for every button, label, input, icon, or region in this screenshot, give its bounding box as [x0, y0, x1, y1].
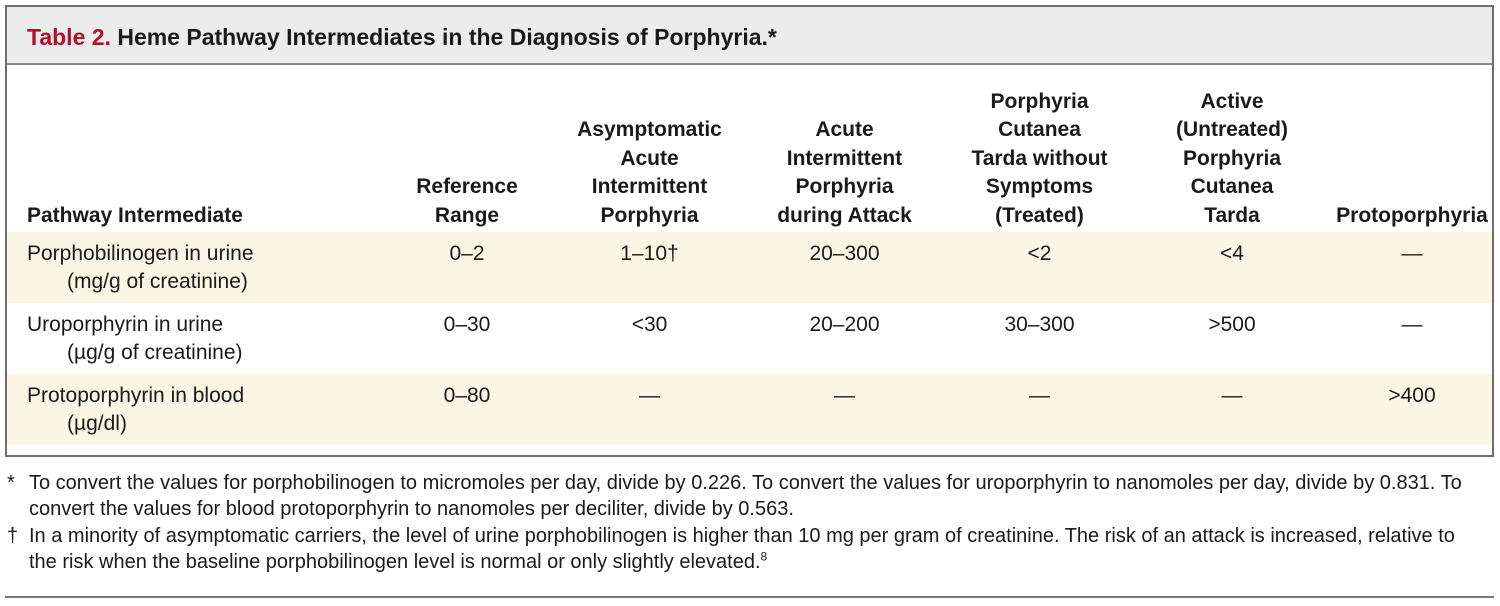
footnote	[7, 523, 1487, 575]
footnote-mark: *	[7, 472, 15, 494]
table-frame	[5, 5, 1494, 457]
table-title	[7, 7, 1492, 65]
footnote-text: In a minority of asymptomatic carriers, the level of urine porphobilinogen is higher than 10 mg per gram of creatinine. The risk of an attack is increased, relative to the risk when the baseline porphobilinogen level is normal or only slightly elevated.	[29, 525, 1455, 573]
table-row	[7, 303, 1492, 374]
footnote-mark: †	[7, 525, 19, 547]
table-row	[7, 232, 1492, 303]
table-cell: 20–200	[809, 313, 880, 336]
table-cell: >400	[1388, 384, 1436, 407]
table-cell: 0–2	[449, 242, 485, 265]
header-pct-treated: Porphyria Cutanea Tarda without Symptoms (Treated)	[971, 89, 1108, 227]
table-number: Table 2.	[27, 24, 111, 50]
reference-number: 8	[760, 549, 768, 564]
table-cell: <2	[1027, 242, 1052, 265]
table-row	[7, 374, 1492, 445]
table-cell: —	[1221, 384, 1243, 407]
header-pathway-intermediate: Pathway Intermediate	[27, 203, 243, 227]
table-cell: 1–10†	[620, 242, 679, 265]
table-cell: 0–30	[443, 313, 491, 336]
header-protoporphyria: Protoporphyria	[1336, 203, 1488, 227]
table-cell: 0–80	[443, 384, 491, 407]
row-label: Protoporphyrin in blood (µg/dl)	[27, 384, 245, 435]
header-asymptomatic-aip: Asymptomatic Acute Intermittent Porphyria	[577, 118, 722, 227]
row-label: Uroporphyrin in urine (µg/g of creatinine)	[27, 313, 243, 364]
table-cell: <30	[631, 313, 668, 336]
footnote	[7, 470, 1487, 522]
table-cell: 30–300	[1004, 313, 1075, 336]
table-cell: —	[1401, 313, 1423, 336]
header-pct-active: Active (Untreated) Porphyria Cutanea Tarda	[1175, 89, 1288, 227]
table-cell: >500	[1208, 313, 1256, 336]
header-reference-range: Reference Range	[416, 175, 518, 227]
footnote-text: To convert the values for porphobilinogen to micromoles per day, divide by 0.226. To convert the values for uroporphyrin to nanomoles per day, divide by 0.831. To convert the values for blood protoporphyrin to nanomoles per deciliter, divide by 0.563.	[29, 472, 1462, 520]
table-cell: —	[1401, 242, 1423, 265]
bottom-rule	[5, 596, 1494, 598]
table-cell: 20–300	[809, 242, 880, 265]
table-cell: <4	[1220, 242, 1244, 265]
footnotes	[7, 470, 1487, 576]
table-title-text: Heme Pathway Intermediates in the Diagnosis of Porphyria.*	[110, 24, 777, 50]
header-aip-during-attack: Acute Intermittent Porphyria during Attack	[777, 118, 912, 227]
table-cell: —	[834, 384, 855, 407]
table-cell: —	[639, 384, 660, 407]
table-cell: —	[1029, 384, 1050, 407]
row-label: Porphobilinogen in urine (mg/g of creatinine)	[27, 242, 254, 293]
